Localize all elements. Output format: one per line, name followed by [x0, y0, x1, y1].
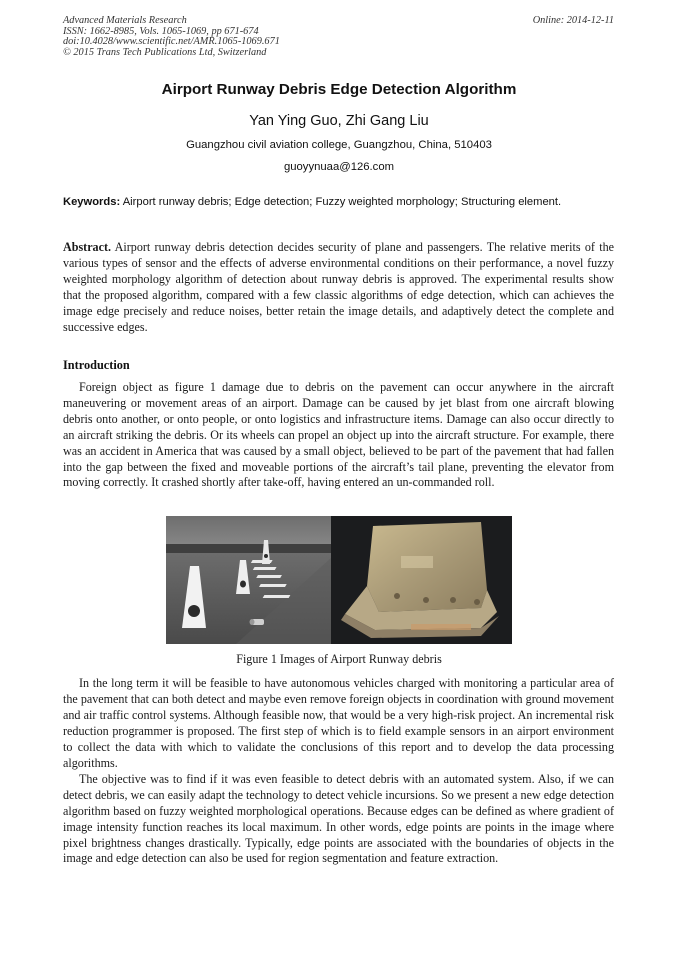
runway-photo [166, 516, 331, 644]
doi-line: doi:10.4028/www.scientific.net/AMR.1065-1069.671 [63, 36, 280, 47]
body-section [63, 676, 614, 867]
body-paragraph-3: The objective was to find if it was even feasible to detect debris with an automated system. Also, if we can detect debris, we can easily adapt the technology to detect vehicle incursions. So we present a new edge detection algorithm based on fuzzy weighted morphological operations. Because edges can be defined as where gradient of image intensity function reaches its local maximum. In other words, edge points are points in the image where pixel brightness changes drastically. Typically, edge points are associated with the boundaries of objects in the image and edge detection can also be used for region segmentation and feature extraction. [63, 771, 614, 866]
keywords [63, 195, 614, 209]
copyright-line: © 2015 Trans Tech Publications Ltd, Switzerland [63, 46, 267, 58]
keywords-label: Keywords: [63, 196, 121, 208]
introduction-section [63, 380, 614, 491]
author-email: guoyynuaa@126.com [283, 161, 395, 173]
figure-1 [166, 516, 512, 644]
body-paragraph-2: In the long term it will be feasible to have autonomous vehicles charged with monitoring a particular area of the pavement that can both detect and maybe even remove foreign objects in coordination with ground movement and air traffic control systems. Although feasible now, that would be a very high-risk project. An incremental risk reduction programmer is proposed. The first step of which is to field example sensors in an airport environment to collect the data with which to validate the conclusions of this report and to develop the data processing algorithms. [63, 676, 614, 770]
keywords-text: Airport runway debris; Edge detection; Fuzzy weighted morphology; Structuring element. [122, 196, 562, 208]
abstract-label: Abstract. [63, 240, 112, 254]
abstract-text: Airport runway debris detection decides security of plane and passengers. The relative merits of the various types of sensor and the effects of adverse environmental conditions on their performance, a novel fuzzy weighted morphology algorithm of detection about runway debris is approved. The experimental results show that the proposed algorithm, compared with a few classic algorithms of edge detection, which can achieves the image edge precisely and reduce noises, better retain the image details, and adaptively detect the complete and successive edges. [63, 240, 614, 334]
intro-paragraph-1: Foreign object as figure 1 damage due to debris on the pavement can occur anywhere in the aircraft maneuvering or movement areas of an airport. Damage can be caused by jet blast from one aircraft blowing debris onto another, or onto people, or onto logistics and infrastructure items. Damage can also occur directly to an aircraft striking the debris. Or its wheels can propel an object up into the aircraft structure. For example, there was an accident in America that was caused by a small object, believed to be part of the pavement that had fallen into the gap between the fixed and moveable portions of the aircraft’s tail plane, preventing the elevator from moving correctly. It crashed shortly after take-off, having entered an un-commanded roll. [63, 380, 614, 490]
affiliation: Guangzhou civil aviation college, Guangzhou, China, 510403 [186, 139, 492, 151]
journal-header [63, 16, 614, 58]
abstract [63, 240, 614, 335]
figure-caption: Figure 1 Images of Airport Runway debris [236, 652, 442, 666]
metal-debris-photo [331, 516, 512, 644]
paper-title: Airport Runway Debris Edge Detection Algorithm [161, 81, 517, 98]
introduction-heading: Introduction [63, 358, 130, 372]
authors: Yan Ying Guo, Zhi Gang Liu [249, 113, 429, 129]
issn-line: ISSN: 1662-8985, Vols. 1065-1069, pp 671-674 [63, 25, 259, 37]
online-date: Online: 2014-12-11 [532, 15, 614, 26]
journal-name: Advanced Materials Research [63, 15, 187, 26]
